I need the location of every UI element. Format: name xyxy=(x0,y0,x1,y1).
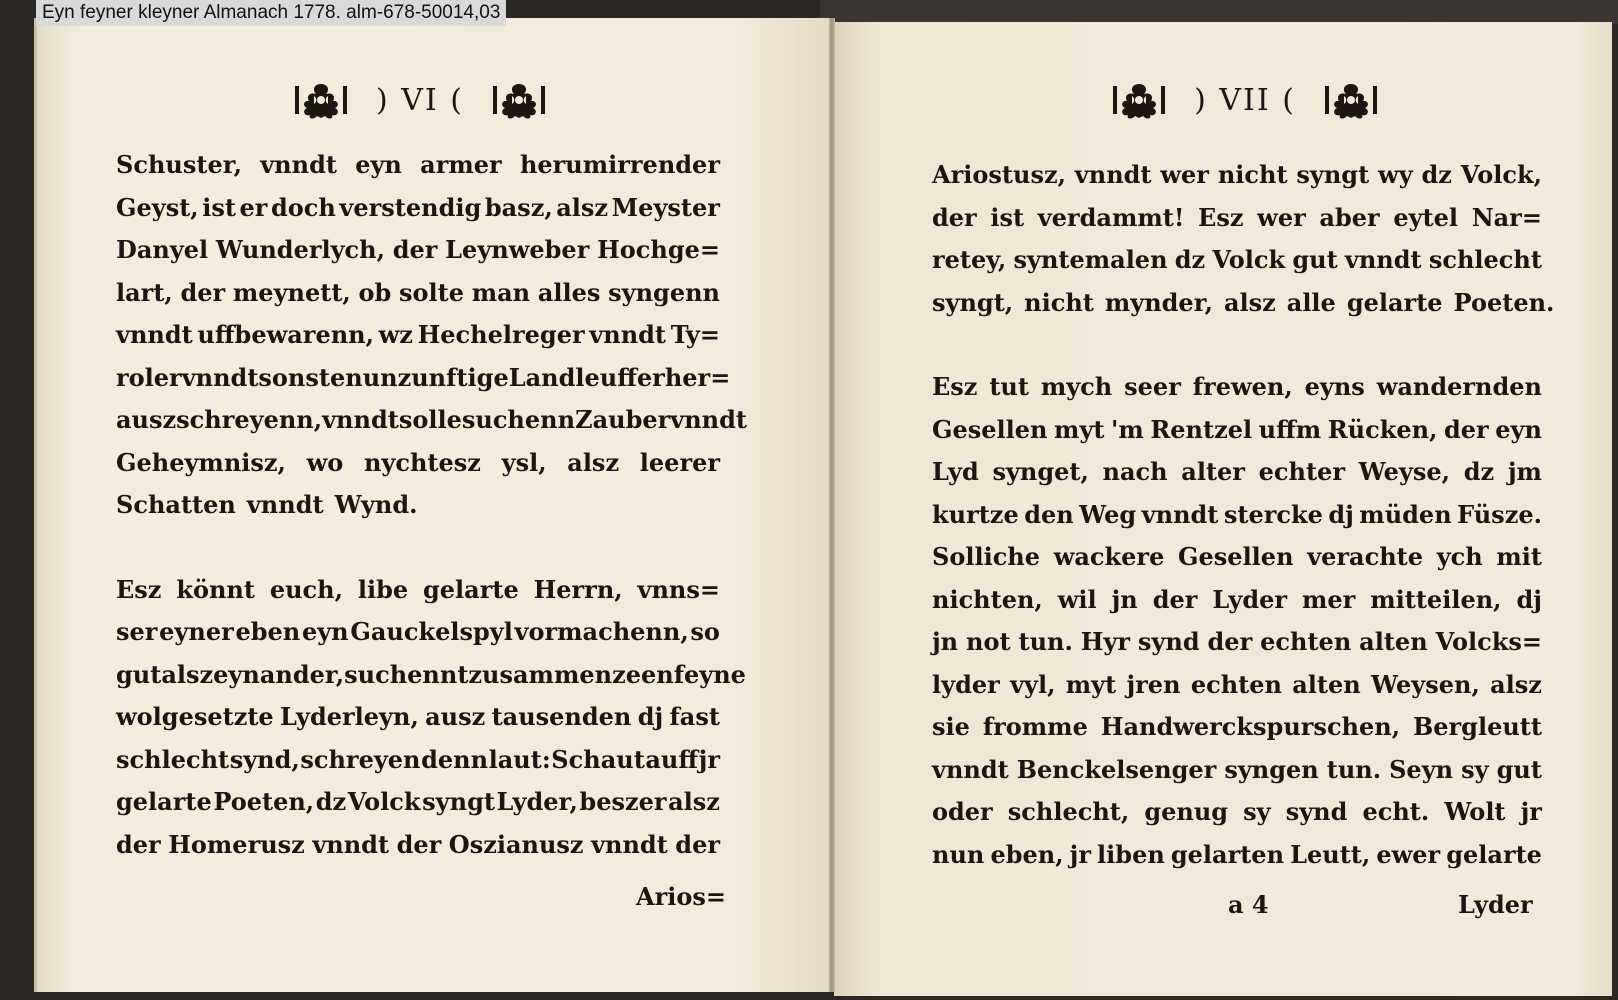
text-line: kurtze den Weg vnndt stercke dj müden Füsze. xyxy=(932,499,1542,529)
text-line: Gesellen myt 'm Rentzel uffm Rücken, der eyn xyxy=(932,414,1542,444)
right-page-text xyxy=(932,154,1555,876)
text-line: Esz könnt euch, libe gelarte Herrn, vnns= xyxy=(116,574,720,604)
fleuron-ornament-icon xyxy=(1110,80,1168,120)
catchword: Arios= xyxy=(636,882,727,911)
page-number: ) VI ( xyxy=(376,82,464,118)
text-line: wolgesetzte Lyderleyn, ausz tausenden dj fast xyxy=(116,702,720,731)
text-line: lyder vyl, myt jren echten alten Weysen, alsz xyxy=(932,669,1542,699)
text-line: Lyd synget, nach alter echter Weyse, dz jm xyxy=(932,457,1542,486)
text-line: Geyst, ist er doch verstendig basz, alsz Meyster xyxy=(116,192,720,222)
text-line: vnndt Benckelsenger syngen tun. Seyn sy gut xyxy=(932,754,1542,784)
text-line: nichten, wil jn der Lyder mer mitteilen, dj xyxy=(932,584,1542,614)
text-line: ser eyner eben eyn Gauckelspyl vormachenn, so xyxy=(116,617,720,646)
book-cover-edge xyxy=(820,0,1618,24)
text-line: nun eben, jr liben gelarten Leutt, ewer gelarte xyxy=(932,839,1542,869)
text-line: Geheymnisz, wo nychtesz ysl, alsz leerer xyxy=(116,447,720,477)
fleuron-ornament-icon xyxy=(1322,80,1380,120)
text-line: syngt, nicht mynder, alsz alle gelarte Poeten. xyxy=(932,287,1555,317)
text-line: auszschreyenn, vnndt solle suchenn Zauber vnndt xyxy=(116,405,747,434)
left-page-text xyxy=(116,144,747,866)
fleuron-ornament-icon xyxy=(292,80,350,120)
text-line: der ist verdammt! Esz wer aber eytel Nar= xyxy=(932,202,1542,232)
text-line: oder schlecht, genug sy synd echt. Wolt jr xyxy=(932,797,1542,826)
catchword: Lyder xyxy=(1458,890,1533,919)
image-caption: Eyn feyner kleyner Almanach 1778. alm-678-50014,03 xyxy=(36,0,506,26)
text-line: Schatten vnndt Wynd. xyxy=(116,490,418,519)
text-line: roler vnndt sonsten unzunftige Landleuffer her= xyxy=(116,362,731,392)
text-line: Esz tut mych seer frewen, eyns wandernden xyxy=(932,372,1542,401)
right-page-header xyxy=(1085,78,1405,122)
text-line: jn not tun. Hyr synd der echten alten Volcks= xyxy=(932,627,1542,656)
left-page-header xyxy=(270,78,570,122)
text-line: gut alsz eyn ander, suchenn tzusammen zeen feyne xyxy=(116,659,746,689)
text-line: der Homerusz vnndt der Oszianusz vnndt der xyxy=(116,829,720,859)
text-line: retey, syntemalen dz Volck gut vnndt schlecht xyxy=(932,245,1542,274)
text-line: Ariostusz, vnndt wer nicht syngt wy dz Volck, xyxy=(932,160,1542,189)
text-line: Schuster, vnndt eyn armer herumirrender xyxy=(116,150,720,179)
fleuron-ornament-icon xyxy=(490,80,548,120)
book-gutter xyxy=(829,18,835,992)
text-line: gelarte Poeten, dz Volck syngt Lyder, beszer alsz xyxy=(116,787,720,816)
text-line: sie fromme Handwerckspurschen, Bergleutt xyxy=(932,712,1542,741)
text-line: schlecht synd, schreyen denn laut: Schaut auff jr xyxy=(116,744,720,774)
page-number: ) VII ( xyxy=(1194,82,1296,118)
paragraph-break xyxy=(116,527,720,569)
text-line: Danyel Wunderlych, der Leynweber Hochge= xyxy=(116,235,720,264)
signature-mark: a 4 xyxy=(1228,890,1269,919)
text-line: vnndt uffbewarenn, wz Hechelreger vnndt Ty= xyxy=(116,320,720,349)
text-line: Solliche wackere Gesellen verachte ych mit xyxy=(932,542,1542,571)
text-line: lart, der meynett, ob solte man alles syngenn xyxy=(116,277,720,307)
paragraph-break xyxy=(932,324,1542,366)
